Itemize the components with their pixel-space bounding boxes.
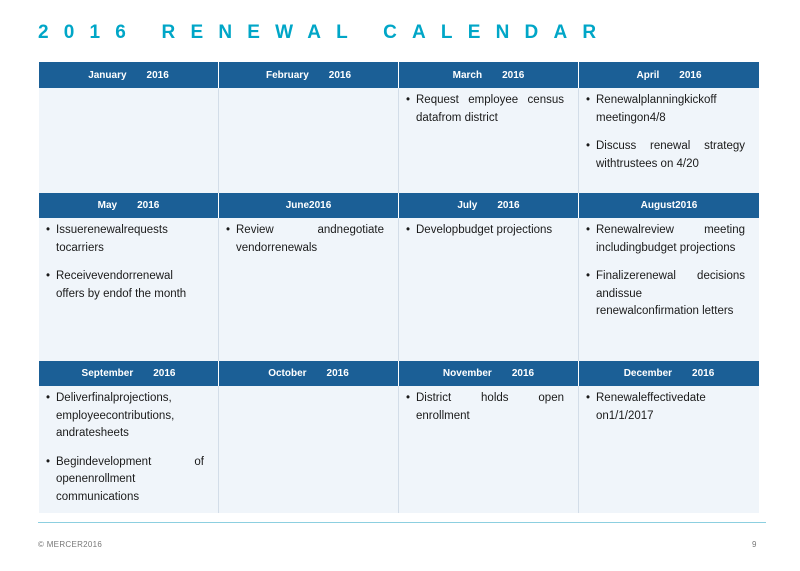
month-cell-august — [579, 218, 759, 361]
month-header-january — [39, 62, 219, 88]
task-list — [406, 222, 564, 240]
page-title: 2016 RENEWAL CALENDAR — [38, 22, 612, 43]
task-list — [406, 92, 564, 127]
month-header-september — [39, 361, 219, 386]
month-year: 2016 — [502, 69, 525, 81]
month-year: 2016 — [675, 200, 698, 211]
task-item: • Deliverfinalprojections, employeecontributions, andratesheets — [46, 390, 204, 443]
month-name: April — [636, 69, 660, 81]
month-header-october — [219, 361, 399, 386]
task-item: • Review andnegotiate vendorrenewals — [226, 222, 384, 257]
month-name: January — [88, 69, 127, 81]
task-item: • Renewaleffectivedate on1/1/2017 — [586, 390, 745, 425]
month-name: December — [623, 368, 673, 379]
month-year: 2016 — [497, 200, 520, 211]
footer-copyright: © MERCER2016 — [38, 540, 103, 549]
task-item: • Request employee census datafrom district — [406, 92, 564, 127]
month-cell-july — [399, 218, 579, 361]
month-year: 2016 — [137, 200, 160, 211]
task-item: • District holds open enrollment — [406, 390, 564, 425]
month-name: February — [265, 69, 309, 81]
calendar-grid — [39, 62, 759, 513]
month-cell-september — [39, 386, 219, 513]
month-year: 2016 — [153, 368, 176, 379]
task-item: • Discuss renewal strategy withtrustees on 4/20 — [586, 138, 745, 173]
month-name: November — [442, 368, 492, 379]
task-list — [46, 222, 204, 303]
month-cell-march — [399, 88, 579, 193]
month-header-march — [399, 62, 579, 88]
month-header-february — [219, 62, 399, 88]
month-name: March — [452, 69, 483, 81]
month-name: August — [640, 200, 676, 211]
task-item: • Receivevendorrenewal offers by endof the month — [46, 268, 204, 303]
month-cell-october — [219, 386, 399, 513]
task-list — [46, 390, 204, 506]
task-item: • Issuerenewalrequests tocarriers — [46, 222, 204, 257]
month-name: October — [268, 368, 307, 379]
month-header-november — [399, 361, 579, 386]
task-item: • Developbudget projections — [406, 222, 564, 240]
month-name: September — [81, 368, 134, 379]
month-year: 2016 — [511, 368, 535, 379]
task-item: • Finalizerenewal decisions andissue renewalconfirmation letters — [586, 268, 745, 321]
footer-divider — [38, 522, 766, 523]
month-name: July — [457, 200, 478, 211]
task-list — [406, 390, 564, 425]
month-year: 2016 — [679, 69, 702, 81]
task-list — [226, 222, 384, 257]
month-header-august — [579, 193, 759, 218]
month-year: 2016 — [692, 368, 715, 379]
month-year: 2016 — [326, 368, 349, 379]
month-cell-november — [399, 386, 579, 513]
month-cell-december — [579, 386, 759, 513]
month-year: 2016 — [328, 69, 352, 81]
month-header-june — [219, 193, 399, 218]
month-cell-april — [579, 88, 759, 193]
task-list — [586, 390, 745, 425]
month-header-april — [579, 62, 759, 88]
task-item: • Renewalplanningkickoff meetingon4/8 — [586, 92, 745, 127]
task-list — [586, 92, 745, 173]
month-header-july — [399, 193, 579, 218]
month-name: June — [285, 200, 310, 211]
task-list — [586, 222, 745, 321]
month-cell-january — [39, 88, 219, 193]
month-cell-june — [219, 218, 399, 361]
month-name: May — [97, 200, 118, 211]
month-year: 2016 — [309, 200, 332, 211]
task-item: • Renewalreview meeting includingbudget projections — [586, 222, 745, 257]
month-year: 2016 — [146, 69, 169, 81]
month-cell-february — [219, 88, 399, 193]
month-cell-may — [39, 218, 219, 361]
page-number: 9 — [752, 540, 757, 549]
month-header-december — [579, 361, 759, 386]
task-item: • Begindevelopment of openenrollment communications — [46, 454, 204, 507]
month-header-may — [39, 193, 219, 218]
